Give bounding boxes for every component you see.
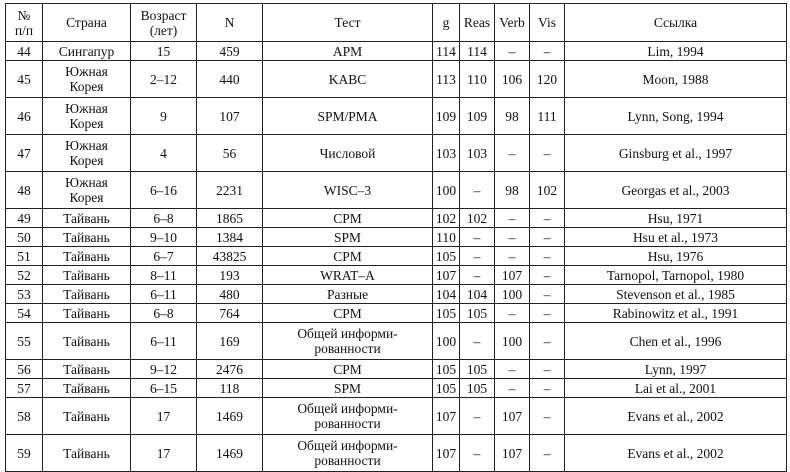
cell-num: 53 — [6, 285, 43, 304]
cell-reas: 110 — [460, 61, 495, 98]
cell-country: Тайвань — [43, 435, 131, 472]
cell-n: 480 — [197, 285, 263, 304]
cell-test: CPM — [263, 209, 433, 228]
cell-num: 51 — [6, 247, 43, 266]
cell-num: 59 — [6, 435, 43, 472]
cell-n: 1469 — [197, 435, 263, 472]
cell-ref: Lim, 1994 — [565, 42, 787, 61]
cell-vis: – — [530, 266, 565, 285]
cell-ref: Chen et al., 1996 — [565, 323, 787, 360]
cell-test: CPM — [263, 304, 433, 323]
cell-g: 107 — [433, 398, 460, 435]
cell-country: Тайвань — [43, 209, 131, 228]
cell-age: 6–15 — [131, 379, 197, 398]
cell-vis: – — [530, 135, 565, 172]
cell-vis: – — [530, 42, 565, 61]
table-row — [6, 398, 787, 435]
table-row — [6, 266, 787, 285]
column-header-country: Страна — [43, 4, 131, 42]
cell-test: KABC — [263, 61, 433, 98]
cell-reas: 105 — [460, 379, 495, 398]
cell-g: 100 — [433, 172, 460, 209]
cell-verb: – — [495, 247, 530, 266]
header-row — [6, 4, 787, 42]
cell-num: 44 — [6, 42, 43, 61]
cell-ref: Evans et al., 2002 — [565, 435, 787, 472]
cell-n: 2476 — [197, 360, 263, 379]
table-row — [6, 61, 787, 98]
cell-vis: – — [530, 228, 565, 247]
cell-g: 107 — [433, 435, 460, 472]
cell-test: Числовой — [263, 135, 433, 172]
column-header-ref: Ссылка — [565, 4, 787, 42]
cell-reas: – — [460, 247, 495, 266]
cell-verb: 107 — [495, 435, 530, 472]
cell-vis: – — [530, 247, 565, 266]
cell-test: Общей информи- рованности — [263, 435, 433, 472]
cell-vis: – — [530, 379, 565, 398]
cell-reas: 103 — [460, 135, 495, 172]
table-row — [6, 172, 787, 209]
cell-ref: Georgas et al., 2003 — [565, 172, 787, 209]
cell-ref: Tarnopol, Tarnopol, 1980 — [565, 266, 787, 285]
cell-age: 17 — [131, 398, 197, 435]
cell-num: 55 — [6, 323, 43, 360]
cell-age: 9 — [131, 98, 197, 135]
cell-country: Тайвань — [43, 379, 131, 398]
cell-country: Южная Корея — [43, 61, 131, 98]
column-header-vis: Vis — [530, 4, 565, 42]
cell-country: Сингапур — [43, 42, 131, 61]
cell-reas: 105 — [460, 304, 495, 323]
cell-g: 105 — [433, 379, 460, 398]
cell-n: 107 — [197, 98, 263, 135]
cell-g: 107 — [433, 266, 460, 285]
cell-g: 104 — [433, 285, 460, 304]
cell-age: 6–16 — [131, 172, 197, 209]
cell-test: SPM — [263, 228, 433, 247]
table-header — [6, 4, 787, 42]
cell-country: Южная Корея — [43, 172, 131, 209]
cell-test: WRAT–A — [263, 266, 433, 285]
table-row — [6, 98, 787, 135]
cell-vis: – — [530, 360, 565, 379]
data-table — [5, 3, 787, 472]
cell-country: Тайвань — [43, 247, 131, 266]
cell-num: 48 — [6, 172, 43, 209]
cell-reas: – — [460, 323, 495, 360]
cell-g: 113 — [433, 61, 460, 98]
cell-num: 52 — [6, 266, 43, 285]
table-row — [6, 379, 787, 398]
table-body — [6, 42, 787, 472]
cell-verb: – — [495, 379, 530, 398]
cell-age: 6–11 — [131, 285, 197, 304]
cell-ref: Lynn, Song, 1994 — [565, 98, 787, 135]
cell-num: 46 — [6, 98, 43, 135]
column-header-age: Возраст (лет) — [131, 4, 197, 42]
cell-reas: – — [460, 172, 495, 209]
cell-g: 114 — [433, 42, 460, 61]
cell-test: SPM — [263, 379, 433, 398]
cell-vis: – — [530, 304, 565, 323]
cell-ref: Evans et al., 2002 — [565, 398, 787, 435]
column-header-test: Тест — [263, 4, 433, 42]
cell-age: 17 — [131, 435, 197, 472]
cell-verb: 98 — [495, 98, 530, 135]
cell-test: CPM — [263, 360, 433, 379]
cell-n: 440 — [197, 61, 263, 98]
cell-test: APM — [263, 42, 433, 61]
table-row — [6, 228, 787, 247]
cell-num: 54 — [6, 304, 43, 323]
cell-country: Южная Корея — [43, 98, 131, 135]
table-row — [6, 247, 787, 266]
cell-verb: 107 — [495, 398, 530, 435]
cell-reas: 105 — [460, 360, 495, 379]
cell-test: Общей информи- рованности — [263, 398, 433, 435]
cell-verb: – — [495, 228, 530, 247]
cell-vis: 120 — [530, 61, 565, 98]
cell-num: 47 — [6, 135, 43, 172]
cell-ref: Hsu et al., 1973 — [565, 228, 787, 247]
cell-age: 8–11 — [131, 266, 197, 285]
cell-g: 105 — [433, 360, 460, 379]
column-header-n: N — [197, 4, 263, 42]
cell-num: 45 — [6, 61, 43, 98]
cell-reas: – — [460, 435, 495, 472]
cell-verb: – — [495, 304, 530, 323]
cell-n: 43825 — [197, 247, 263, 266]
cell-verb: – — [495, 42, 530, 61]
column-header-verb: Verb — [495, 4, 530, 42]
cell-n: 459 — [197, 42, 263, 61]
column-header-num: № п/п — [6, 4, 43, 42]
cell-age: 9–12 — [131, 360, 197, 379]
cell-num: 57 — [6, 379, 43, 398]
cell-age: 2–12 — [131, 61, 197, 98]
cell-country: Тайвань — [43, 266, 131, 285]
cell-test: Общей информи- рованности — [263, 323, 433, 360]
cell-n: 56 — [197, 135, 263, 172]
cell-reas: 104 — [460, 285, 495, 304]
cell-vis: 111 — [530, 98, 565, 135]
cell-test: WISC–3 — [263, 172, 433, 209]
cell-country: Тайвань — [43, 285, 131, 304]
cell-g: 102 — [433, 209, 460, 228]
cell-reas: 109 — [460, 98, 495, 135]
cell-verb: – — [495, 360, 530, 379]
cell-age: 4 — [131, 135, 197, 172]
cell-age: 6–11 — [131, 323, 197, 360]
cell-n: 2231 — [197, 172, 263, 209]
cell-n: 193 — [197, 266, 263, 285]
cell-ref: Moon, 1988 — [565, 61, 787, 98]
cell-n: 1469 — [197, 398, 263, 435]
cell-n: 118 — [197, 379, 263, 398]
cell-verb: 100 — [495, 285, 530, 304]
cell-n: 764 — [197, 304, 263, 323]
column-header-g: g — [433, 4, 460, 42]
cell-vis: – — [530, 435, 565, 472]
cell-age: 6–7 — [131, 247, 197, 266]
table-row — [6, 304, 787, 323]
cell-g: 109 — [433, 98, 460, 135]
cell-reas: 102 — [460, 209, 495, 228]
table-row — [6, 42, 787, 61]
cell-country: Южная Корея — [43, 135, 131, 172]
cell-n: 1865 — [197, 209, 263, 228]
cell-num: 49 — [6, 209, 43, 228]
cell-age: 9–10 — [131, 228, 197, 247]
cell-ref: Lynn, 1997 — [565, 360, 787, 379]
cell-vis: – — [530, 398, 565, 435]
cell-reas: – — [460, 266, 495, 285]
cell-reas: – — [460, 398, 495, 435]
cell-test: CPM — [263, 247, 433, 266]
cell-reas: – — [460, 228, 495, 247]
table-row — [6, 435, 787, 472]
cell-g: 100 — [433, 323, 460, 360]
cell-num: 50 — [6, 228, 43, 247]
cell-verb: 98 — [495, 172, 530, 209]
cell-verb: 100 — [495, 323, 530, 360]
cell-verb: 106 — [495, 61, 530, 98]
cell-vis: 102 — [530, 172, 565, 209]
cell-g: 105 — [433, 247, 460, 266]
cell-n: 169 — [197, 323, 263, 360]
cell-ref: Ginsburg et al., 1997 — [565, 135, 787, 172]
cell-ref: Lai et al., 2001 — [565, 379, 787, 398]
column-header-reas: Reas — [460, 4, 495, 42]
cell-verb: – — [495, 209, 530, 228]
cell-verb: 107 — [495, 266, 530, 285]
cell-ref: Stevenson et al., 1985 — [565, 285, 787, 304]
cell-country: Тайвань — [43, 360, 131, 379]
cell-num: 56 — [6, 360, 43, 379]
cell-country: Тайвань — [43, 398, 131, 435]
cell-num: 58 — [6, 398, 43, 435]
cell-vis: – — [530, 209, 565, 228]
cell-g: 103 — [433, 135, 460, 172]
table-container — [5, 3, 787, 472]
cell-age: 15 — [131, 42, 197, 61]
cell-country: Тайвань — [43, 323, 131, 360]
cell-ref: Hsu, 1976 — [565, 247, 787, 266]
cell-country: Тайвань — [43, 228, 131, 247]
cell-ref: Rabinowitz et al., 1991 — [565, 304, 787, 323]
table-row — [6, 209, 787, 228]
cell-test: SPM/PMA — [263, 98, 433, 135]
table-row — [6, 135, 787, 172]
cell-ref: Hsu, 1971 — [565, 209, 787, 228]
table-row — [6, 323, 787, 360]
cell-g: 105 — [433, 304, 460, 323]
cell-vis: – — [530, 285, 565, 304]
cell-test: Разные — [263, 285, 433, 304]
table-row — [6, 360, 787, 379]
cell-age: 6–8 — [131, 209, 197, 228]
cell-country: Тайвань — [43, 304, 131, 323]
cell-reas: 114 — [460, 42, 495, 61]
cell-age: 6–8 — [131, 304, 197, 323]
table-row — [6, 285, 787, 304]
cell-g: 110 — [433, 228, 460, 247]
cell-n: 1384 — [197, 228, 263, 247]
cell-verb: – — [495, 135, 530, 172]
cell-vis: – — [530, 323, 565, 360]
